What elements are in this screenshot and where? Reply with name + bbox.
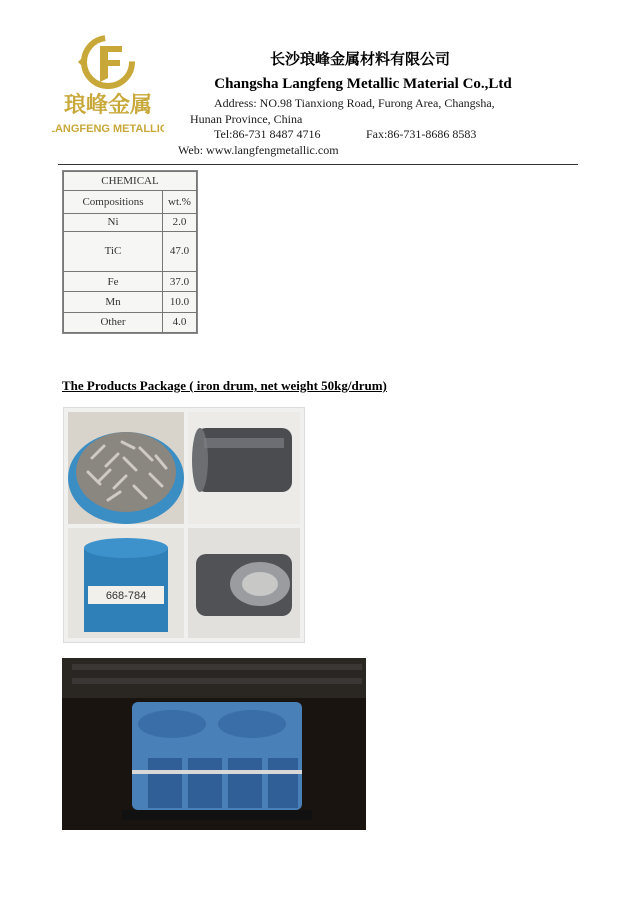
pallet-shipment-photo (62, 658, 366, 830)
open-drum-photo (68, 412, 184, 524)
table-row (64, 312, 197, 332)
drum-label: 668-784 (105, 590, 147, 602)
product-photo-collage (64, 408, 304, 642)
logo-subtitle: LANGFENG METALLIC (52, 123, 164, 135)
table-title: CHEMICAL (64, 172, 197, 191)
company-name-chinese: 长沙琅峰金属材料有限公司 (269, 50, 450, 68)
table-row (64, 231, 197, 272)
blue-drum-photo (68, 528, 184, 638)
chemical-composition-table (62, 170, 198, 334)
metal-sleeve-photo-2 (188, 528, 300, 638)
value-cell: 47.0 (163, 231, 197, 272)
header-divider (58, 164, 578, 165)
value-cell: 37.0 (163, 272, 197, 292)
value-cell: 4.0 (163, 312, 197, 332)
element-cell: Mn (64, 292, 163, 312)
table-row (64, 292, 197, 312)
company-name-english: Changsha Langfeng Metallic Material Co.,Ltd (214, 76, 512, 92)
company-logo (52, 32, 164, 144)
website[interactable]: Web: www.langfengmetallic.com (178, 143, 339, 157)
column-header-wt: wt.% (163, 191, 197, 213)
address-line-1: Address: NO.98 Tianxiong Road, Furong Area, Changsha, (214, 96, 495, 110)
element-cell: Ni (64, 213, 163, 231)
column-header-compositions: Compositions (64, 191, 163, 213)
table-row (64, 213, 197, 231)
element-cell: Fe (64, 272, 163, 292)
metal-sleeve-photo (188, 412, 300, 524)
value-cell: 10.0 (163, 292, 197, 312)
package-heading: The Products Package ( iron drum, net weight 50kg/drum) (62, 378, 387, 393)
table-row (64, 272, 197, 292)
value-cell: 2.0 (163, 213, 197, 231)
address-line-2: Hunan Province, China (190, 112, 303, 126)
element-cell: Other (64, 312, 163, 332)
element-cell: TiC (64, 231, 163, 272)
fax: Fax:86-731-8686 8583 (366, 127, 477, 141)
telephone: Tel:86-731 8487 4716 (214, 127, 321, 141)
logo-chars: 琅峰金属 (63, 93, 153, 118)
